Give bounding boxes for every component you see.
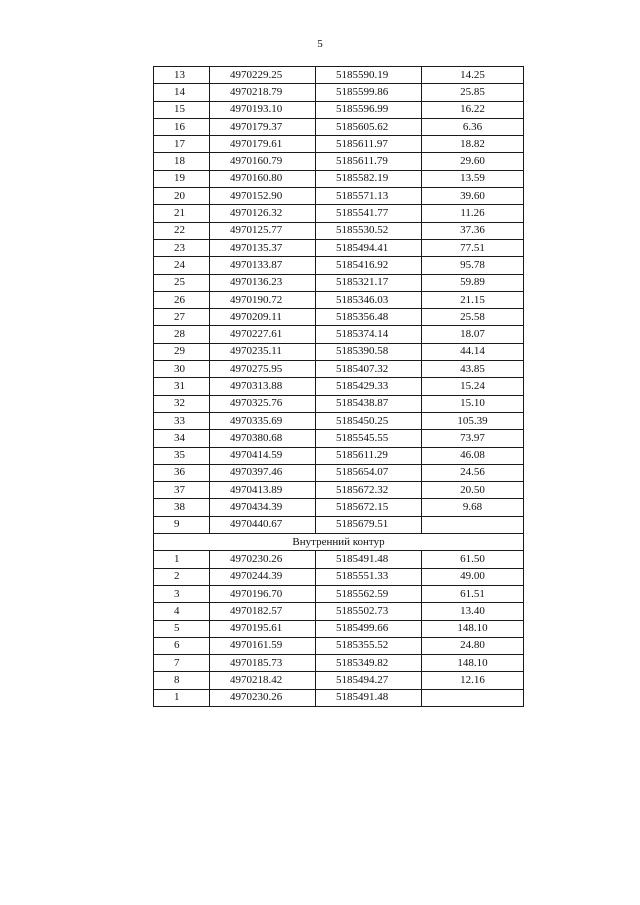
point-number-cell: 9 [154, 516, 210, 533]
segment-length-cell: 12.16 [422, 672, 524, 689]
y-coordinate-cell: 5185321.17 [316, 274, 422, 291]
point-number-cell: 26 [154, 291, 210, 308]
segment-length-cell: 61.51 [422, 585, 524, 602]
y-coordinate-cell: 5185438.87 [316, 395, 422, 412]
table-row [154, 603, 524, 620]
point-number-cell: 8 [154, 672, 210, 689]
segment-length-cell: 59.89 [422, 274, 524, 291]
point-number-cell: 31 [154, 378, 210, 395]
point-number-cell: 33 [154, 412, 210, 429]
x-coordinate-cell: 4970230.26 [210, 551, 316, 568]
y-coordinate-cell: 5185530.52 [316, 222, 422, 239]
point-number-cell: 2 [154, 568, 210, 585]
x-coordinate-cell: 4970185.73 [210, 655, 316, 672]
point-number-cell: 35 [154, 447, 210, 464]
y-coordinate-cell: 5185407.32 [316, 361, 422, 378]
segment-length-cell: 77.51 [422, 239, 524, 256]
table-row [154, 153, 524, 170]
point-number-cell: 21 [154, 205, 210, 222]
segment-length-cell: 49.00 [422, 568, 524, 585]
point-number-cell: 7 [154, 655, 210, 672]
x-coordinate-cell: 4970244.39 [210, 568, 316, 585]
y-coordinate-cell: 5185491.48 [316, 551, 422, 568]
x-coordinate-cell: 4970335.69 [210, 412, 316, 429]
segment-length-cell: 21.15 [422, 291, 524, 308]
x-coordinate-cell: 4970179.61 [210, 136, 316, 153]
segment-length-cell: 29.60 [422, 153, 524, 170]
segment-length-cell: 148.10 [422, 620, 524, 637]
table-row [154, 136, 524, 153]
segment-length-cell: 20.50 [422, 482, 524, 499]
y-coordinate-cell: 5185611.79 [316, 153, 422, 170]
table-row [154, 291, 524, 308]
segment-length-cell: 44.14 [422, 343, 524, 360]
table-row [154, 361, 524, 378]
table-row [154, 412, 524, 429]
y-coordinate-cell: 5185502.73 [316, 603, 422, 620]
x-coordinate-cell: 4970136.23 [210, 274, 316, 291]
x-coordinate-cell: 4970196.70 [210, 585, 316, 602]
table-row [154, 222, 524, 239]
point-number-cell: 28 [154, 326, 210, 343]
y-coordinate-cell: 5185346.03 [316, 291, 422, 308]
table-row [154, 637, 524, 654]
x-coordinate-cell: 4970413.89 [210, 482, 316, 499]
y-coordinate-cell: 5185494.41 [316, 239, 422, 256]
x-coordinate-cell: 4970126.32 [210, 205, 316, 222]
segment-length-cell: 14.25 [422, 67, 524, 84]
segment-length-cell: 18.82 [422, 136, 524, 153]
table-row [154, 343, 524, 360]
y-coordinate-cell: 5185429.33 [316, 378, 422, 395]
section-row [154, 534, 524, 551]
point-number-cell: 24 [154, 257, 210, 274]
table-row [154, 188, 524, 205]
point-number-cell: 32 [154, 395, 210, 412]
coordinates-table [153, 66, 524, 707]
segment-length-cell [422, 516, 524, 533]
x-coordinate-cell: 4970434.39 [210, 499, 316, 516]
table-row [154, 620, 524, 637]
x-coordinate-cell: 4970179.37 [210, 118, 316, 135]
point-number-cell: 4 [154, 603, 210, 620]
inner-contour-title: Внутренний контур [154, 534, 524, 551]
y-coordinate-cell: 5185499.66 [316, 620, 422, 637]
point-number-cell: 5 [154, 620, 210, 637]
x-coordinate-cell: 4970235.11 [210, 343, 316, 360]
x-coordinate-cell: 4970229.25 [210, 67, 316, 84]
point-number-cell: 34 [154, 430, 210, 447]
point-number-cell: 30 [154, 361, 210, 378]
point-number-cell: 36 [154, 464, 210, 481]
y-coordinate-cell: 5185374.14 [316, 326, 422, 343]
y-coordinate-cell: 5185599.86 [316, 84, 422, 101]
point-number-cell: 18 [154, 153, 210, 170]
table-row [154, 672, 524, 689]
table-row [154, 655, 524, 672]
point-number-cell: 37 [154, 482, 210, 499]
y-coordinate-cell: 5185590.19 [316, 67, 422, 84]
table-row [154, 395, 524, 412]
table-row [154, 170, 524, 187]
segment-length-cell: 18.07 [422, 326, 524, 343]
point-number-cell: 22 [154, 222, 210, 239]
segment-length-cell: 148.10 [422, 655, 524, 672]
inner-contour-rows [154, 551, 524, 707]
table-row [154, 568, 524, 585]
x-coordinate-cell: 4970135.37 [210, 239, 316, 256]
segment-length-cell: 15.24 [422, 378, 524, 395]
inner-contour-header [154, 534, 524, 551]
x-coordinate-cell: 4970218.42 [210, 672, 316, 689]
x-coordinate-cell: 4970218.79 [210, 84, 316, 101]
x-coordinate-cell: 4970414.59 [210, 447, 316, 464]
point-number-cell: 16 [154, 118, 210, 135]
segment-length-cell: 37.36 [422, 222, 524, 239]
x-coordinate-cell: 4970195.61 [210, 620, 316, 637]
x-coordinate-cell: 4970313.88 [210, 378, 316, 395]
y-coordinate-cell: 5185494.27 [316, 672, 422, 689]
point-number-cell: 29 [154, 343, 210, 360]
outer-contour-rows [154, 67, 524, 534]
table-row [154, 689, 524, 706]
segment-length-cell: 11.26 [422, 205, 524, 222]
x-coordinate-cell: 4970133.87 [210, 257, 316, 274]
table-row [154, 205, 524, 222]
y-coordinate-cell: 5185654.07 [316, 464, 422, 481]
point-number-cell: 14 [154, 84, 210, 101]
x-coordinate-cell: 4970193.10 [210, 101, 316, 118]
table-row [154, 101, 524, 118]
point-number-cell: 19 [154, 170, 210, 187]
x-coordinate-cell: 4970152.90 [210, 188, 316, 205]
segment-length-cell: 24.80 [422, 637, 524, 654]
y-coordinate-cell: 5185545.55 [316, 430, 422, 447]
table-row [154, 378, 524, 395]
table-row [154, 516, 524, 533]
y-coordinate-cell: 5185672.15 [316, 499, 422, 516]
table-row [154, 274, 524, 291]
table-row [154, 326, 524, 343]
point-number-cell: 15 [154, 101, 210, 118]
y-coordinate-cell: 5185582.19 [316, 170, 422, 187]
segment-length-cell: 16.22 [422, 101, 524, 118]
x-coordinate-cell: 4970160.80 [210, 170, 316, 187]
table-row [154, 67, 524, 84]
y-coordinate-cell: 5185562.59 [316, 585, 422, 602]
table-row [154, 551, 524, 568]
point-number-cell: 3 [154, 585, 210, 602]
y-coordinate-cell: 5185356.48 [316, 309, 422, 326]
segment-length-cell: 73.97 [422, 430, 524, 447]
x-coordinate-cell: 4970397.46 [210, 464, 316, 481]
point-number-cell: 1 [154, 551, 210, 568]
table-row [154, 585, 524, 602]
point-number-cell: 13 [154, 67, 210, 84]
table-row [154, 482, 524, 499]
x-coordinate-cell: 4970325.76 [210, 395, 316, 412]
table-row [154, 464, 524, 481]
segment-length-cell: 95.78 [422, 257, 524, 274]
segment-length-cell: 39.60 [422, 188, 524, 205]
y-coordinate-cell: 5185551.33 [316, 568, 422, 585]
x-coordinate-cell: 4970380.68 [210, 430, 316, 447]
table-row [154, 447, 524, 464]
table-row [154, 430, 524, 447]
table-row [154, 309, 524, 326]
segment-length-cell [422, 689, 524, 706]
point-number-cell: 23 [154, 239, 210, 256]
x-coordinate-cell: 4970160.79 [210, 153, 316, 170]
point-number-cell: 25 [154, 274, 210, 291]
y-coordinate-cell: 5185416.92 [316, 257, 422, 274]
x-coordinate-cell: 4970227.61 [210, 326, 316, 343]
y-coordinate-cell: 5185450.25 [316, 412, 422, 429]
point-number-cell: 38 [154, 499, 210, 516]
page-number: 5 [317, 38, 323, 50]
segment-length-cell: 13.40 [422, 603, 524, 620]
y-coordinate-cell: 5185672.32 [316, 482, 422, 499]
y-coordinate-cell: 5185596.99 [316, 101, 422, 118]
y-coordinate-cell: 5185611.97 [316, 136, 422, 153]
y-coordinate-cell: 5185611.29 [316, 447, 422, 464]
point-number-cell: 27 [154, 309, 210, 326]
segment-length-cell: 43.85 [422, 361, 524, 378]
segment-length-cell: 105.39 [422, 412, 524, 429]
x-coordinate-cell: 4970440.67 [210, 516, 316, 533]
segment-length-cell: 15.10 [422, 395, 524, 412]
x-coordinate-cell: 4970161.59 [210, 637, 316, 654]
table-row [154, 118, 524, 135]
point-number-cell: 20 [154, 188, 210, 205]
y-coordinate-cell: 5185679.51 [316, 516, 422, 533]
segment-length-cell: 46.08 [422, 447, 524, 464]
segment-length-cell: 9.68 [422, 499, 524, 516]
segment-length-cell: 25.58 [422, 309, 524, 326]
x-coordinate-cell: 4970275.95 [210, 361, 316, 378]
y-coordinate-cell: 5185541.77 [316, 205, 422, 222]
segment-length-cell: 25.85 [422, 84, 524, 101]
y-coordinate-cell: 5185491.48 [316, 689, 422, 706]
point-number-cell: 1 [154, 689, 210, 706]
x-coordinate-cell: 4970209.11 [210, 309, 316, 326]
point-number-cell: 6 [154, 637, 210, 654]
x-coordinate-cell: 4970230.26 [210, 689, 316, 706]
y-coordinate-cell: 5185605.62 [316, 118, 422, 135]
x-coordinate-cell: 4970125.77 [210, 222, 316, 239]
segment-length-cell: 61.50 [422, 551, 524, 568]
segment-length-cell: 13.59 [422, 170, 524, 187]
y-coordinate-cell: 5185571.13 [316, 188, 422, 205]
segment-length-cell: 24.56 [422, 464, 524, 481]
y-coordinate-cell: 5185349.82 [316, 655, 422, 672]
x-coordinate-cell: 4970190.72 [210, 291, 316, 308]
segment-length-cell: 6.36 [422, 118, 524, 135]
table-row [154, 84, 524, 101]
table-row [154, 257, 524, 274]
y-coordinate-cell: 5185390.58 [316, 343, 422, 360]
table-row [154, 239, 524, 256]
point-number-cell: 17 [154, 136, 210, 153]
table-row [154, 499, 524, 516]
y-coordinate-cell: 5185355.52 [316, 637, 422, 654]
x-coordinate-cell: 4970182.57 [210, 603, 316, 620]
